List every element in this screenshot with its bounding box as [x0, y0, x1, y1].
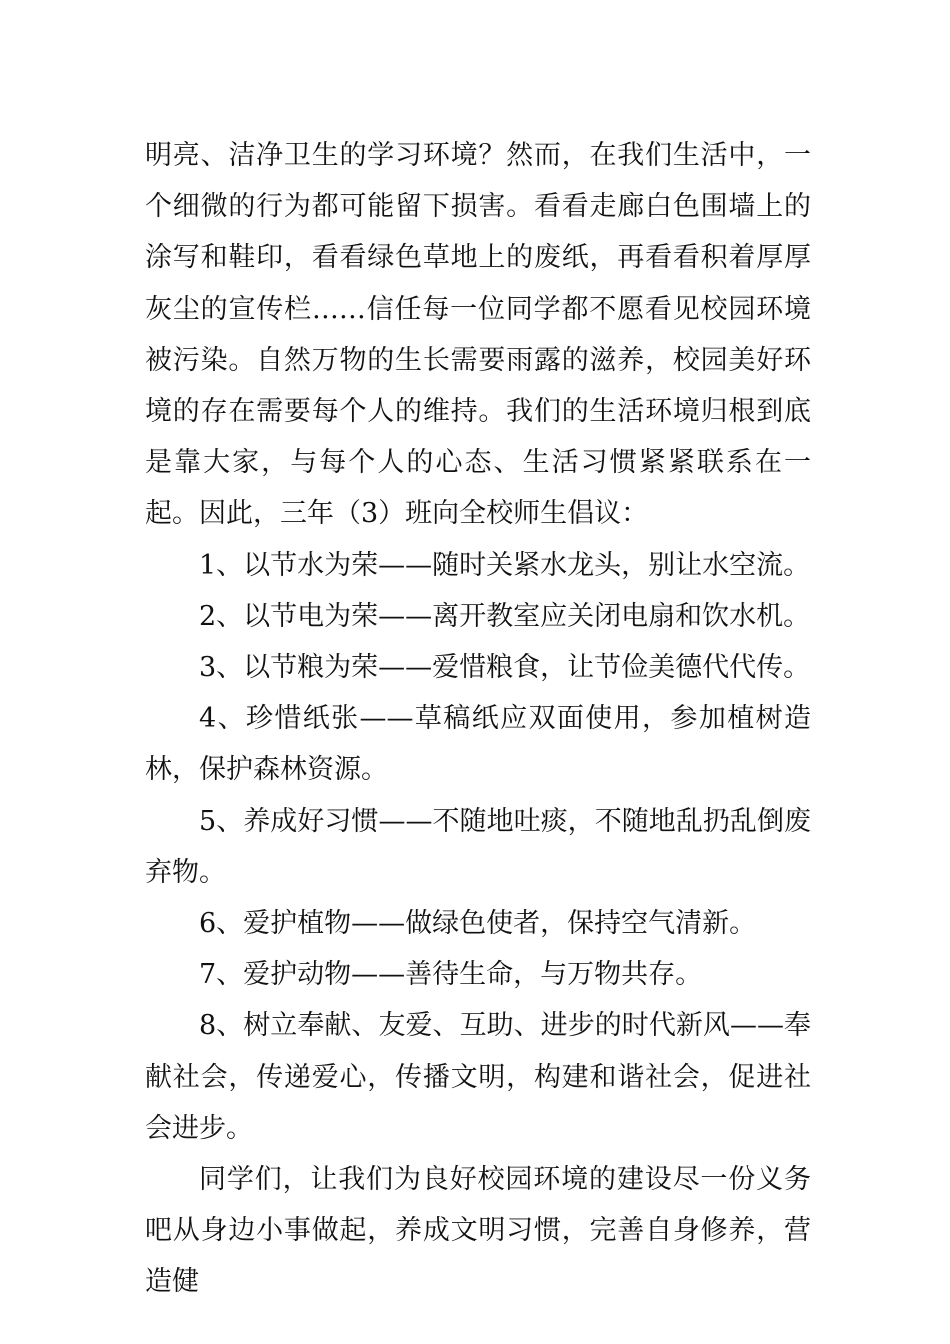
closing-paragraph: 同学们，让我们为良好校园环境的建设尽一份义务吧从身边小事做起，养成文明习惯，完善自身修养，营造健 — [145, 1164, 811, 1298]
proposal-item-3: 3、以节粮为荣——爱惜粮食，让节俭美德代代传。 — [199, 652, 811, 684]
proposal-item-2: 2、以节电为荣——离开教室应关闭电扇和饮水机。 — [199, 600, 811, 632]
document-body — [145, 130, 811, 1308]
intro-paragraph: 明亮、洁净卫生的学习环境？然而，在我们生活中，一个细微的行为都可能留下损害。看看走廊白色围墙上的涂写和鞋印，看看绿色草地上的废纸，再看看积着厚厚灰尘的宣传栏……信任每一位同学都不愿看见校园环境被污染。自然万物的生长需要雨露的滋养，校园美好环境的存在需要每个人的维持。我们的生活环境归根到底是靠大家，与每个人的心态、生活习惯紧紧联系在一起。因此，三年（3）班向全校师生倡议： — [145, 140, 811, 530]
proposal-item-8: 8、树立奉献、友爱、互助、进步的时代新风——奉献社会，传递爱心，传播文明，构建和谐社会，促进社会进步。 — [145, 1010, 811, 1144]
proposal-item-1: 1、以节水为荣——随时关紧水龙头，别让水空流。 — [199, 549, 811, 581]
proposal-item-6: 6、爱护植物——做绿色使者，保持空气清新。 — [199, 908, 757, 940]
proposal-item-7: 7、爱护动物——善待生命，与万物共存。 — [199, 959, 703, 991]
proposal-item-5: 5、养成好习惯——不随地吐痰，不随地乱扔乱倒废弃物。 — [145, 805, 811, 888]
proposal-item-4: 4、珍惜纸张——草稿纸应双面使用，参加植树造林，保护森林资源。 — [145, 703, 811, 786]
